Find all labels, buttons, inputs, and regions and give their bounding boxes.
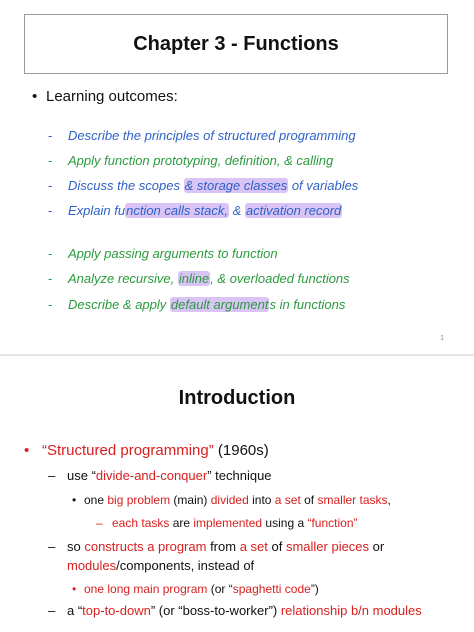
sub-sub-bullet-main-program xyxy=(72,582,319,596)
outcome-item xyxy=(48,153,333,168)
text: of xyxy=(300,493,318,507)
dash-marker: – xyxy=(48,539,56,554)
outcome-text: Apply passing arguments to function xyxy=(68,246,278,261)
sub-sub-bullet-big-problem xyxy=(72,493,391,507)
red-text: big problem xyxy=(107,493,171,507)
bullet-marker: • xyxy=(32,88,38,105)
outcome-text: Explain fu xyxy=(68,203,126,218)
text: so xyxy=(67,539,85,554)
outcome-item xyxy=(48,271,350,286)
text: or xyxy=(369,539,385,554)
outcome-text: Describe & apply xyxy=(68,297,170,312)
red-text: “function” xyxy=(307,516,358,530)
outcome-text: Describe the principles of structured programming xyxy=(68,128,356,143)
outcome-text: Apply function prototyping, definition, & calling xyxy=(68,153,334,168)
text: , xyxy=(387,493,391,507)
red-text: a set xyxy=(274,493,301,507)
dash-marker: – xyxy=(48,468,56,483)
outcome-item xyxy=(48,246,278,261)
outcome-text: of variables xyxy=(288,178,359,193)
text: one xyxy=(84,493,108,507)
dash-marker: - xyxy=(48,246,53,261)
red-text: one long main program xyxy=(84,582,208,596)
outcome-item xyxy=(48,297,345,312)
bullet-structured-programming xyxy=(24,442,269,459)
text: from xyxy=(206,539,240,554)
text: ” (or “boss-to-worker”) xyxy=(150,603,281,618)
text: a “ xyxy=(67,603,83,618)
highlighted-text: & storage classes xyxy=(184,178,288,193)
learning-outcomes-heading xyxy=(32,88,178,105)
dash-marker: - xyxy=(48,128,53,143)
highlighted-text: nction calls stack, xyxy=(126,203,228,218)
red-text: relationship b/n modules xyxy=(280,603,422,618)
red-text: constructs a program xyxy=(84,539,207,554)
page-number: 1 xyxy=(440,335,444,342)
dash-marker: - xyxy=(48,153,53,168)
red-text: divided xyxy=(210,493,249,507)
outcome-item xyxy=(48,178,358,193)
red-text: smaller pieces xyxy=(285,539,370,554)
text: /components, instead of xyxy=(116,558,255,573)
red-text: “Structured programming” xyxy=(42,442,214,459)
red-text: top-to-down xyxy=(82,603,151,618)
slide-2 xyxy=(0,356,474,632)
outcome-item xyxy=(48,128,356,143)
sub-bullet-top-to-down xyxy=(48,603,422,618)
outcome-text: Analyze recursive, xyxy=(68,271,178,286)
title-box xyxy=(24,14,448,74)
dash-marker: - xyxy=(48,203,53,218)
text: (or “ xyxy=(207,582,233,596)
dash-marker: – xyxy=(96,516,103,530)
highlighted-text: inline xyxy=(178,271,210,286)
sub-bullet-each-tasks xyxy=(96,516,358,530)
dash-marker: - xyxy=(48,178,53,193)
text: ”) xyxy=(310,582,319,596)
slide-title: Chapter 3 - Functions xyxy=(133,32,339,55)
red-text: spaghetti code xyxy=(232,582,311,596)
text: into xyxy=(248,493,275,507)
sub-bullet-constructs-program xyxy=(48,539,384,554)
red-text: modules xyxy=(67,558,117,573)
highlighted-text: activation record xyxy=(245,203,342,218)
red-text: a set xyxy=(239,539,268,554)
red-text: smaller tasks xyxy=(317,493,388,507)
heading-text: Learning outcomes: xyxy=(46,88,178,105)
bullet-marker: • xyxy=(24,442,30,459)
bullet-marker: • xyxy=(72,582,77,596)
bullet-marker: • xyxy=(72,493,77,507)
text: are xyxy=(169,516,194,530)
outcome-item xyxy=(48,203,342,218)
outcome-text: s in functions xyxy=(269,297,346,312)
text: ” technique xyxy=(207,468,272,483)
highlighted-text: default argument xyxy=(170,297,269,312)
slide-title: Introduction xyxy=(178,387,296,409)
dash-marker: - xyxy=(48,297,53,312)
outcome-text: , & overloaded functions xyxy=(210,271,350,286)
red-text: each tasks xyxy=(112,516,170,530)
text: (1960s) xyxy=(213,442,269,459)
red-text: divide-and-conquer xyxy=(95,468,208,483)
continuation-modules xyxy=(67,558,254,573)
text: use “ xyxy=(67,468,96,483)
dash-marker: – xyxy=(48,603,56,618)
text: (main) xyxy=(170,493,211,507)
outcome-text: & xyxy=(228,203,245,218)
text: using a xyxy=(262,516,308,530)
sub-bullet-divide-conquer xyxy=(48,468,272,483)
red-text: implemented xyxy=(193,516,263,530)
text: of xyxy=(267,539,286,554)
dash-marker: - xyxy=(48,271,53,286)
outcome-text: Discuss the scopes xyxy=(68,178,184,193)
